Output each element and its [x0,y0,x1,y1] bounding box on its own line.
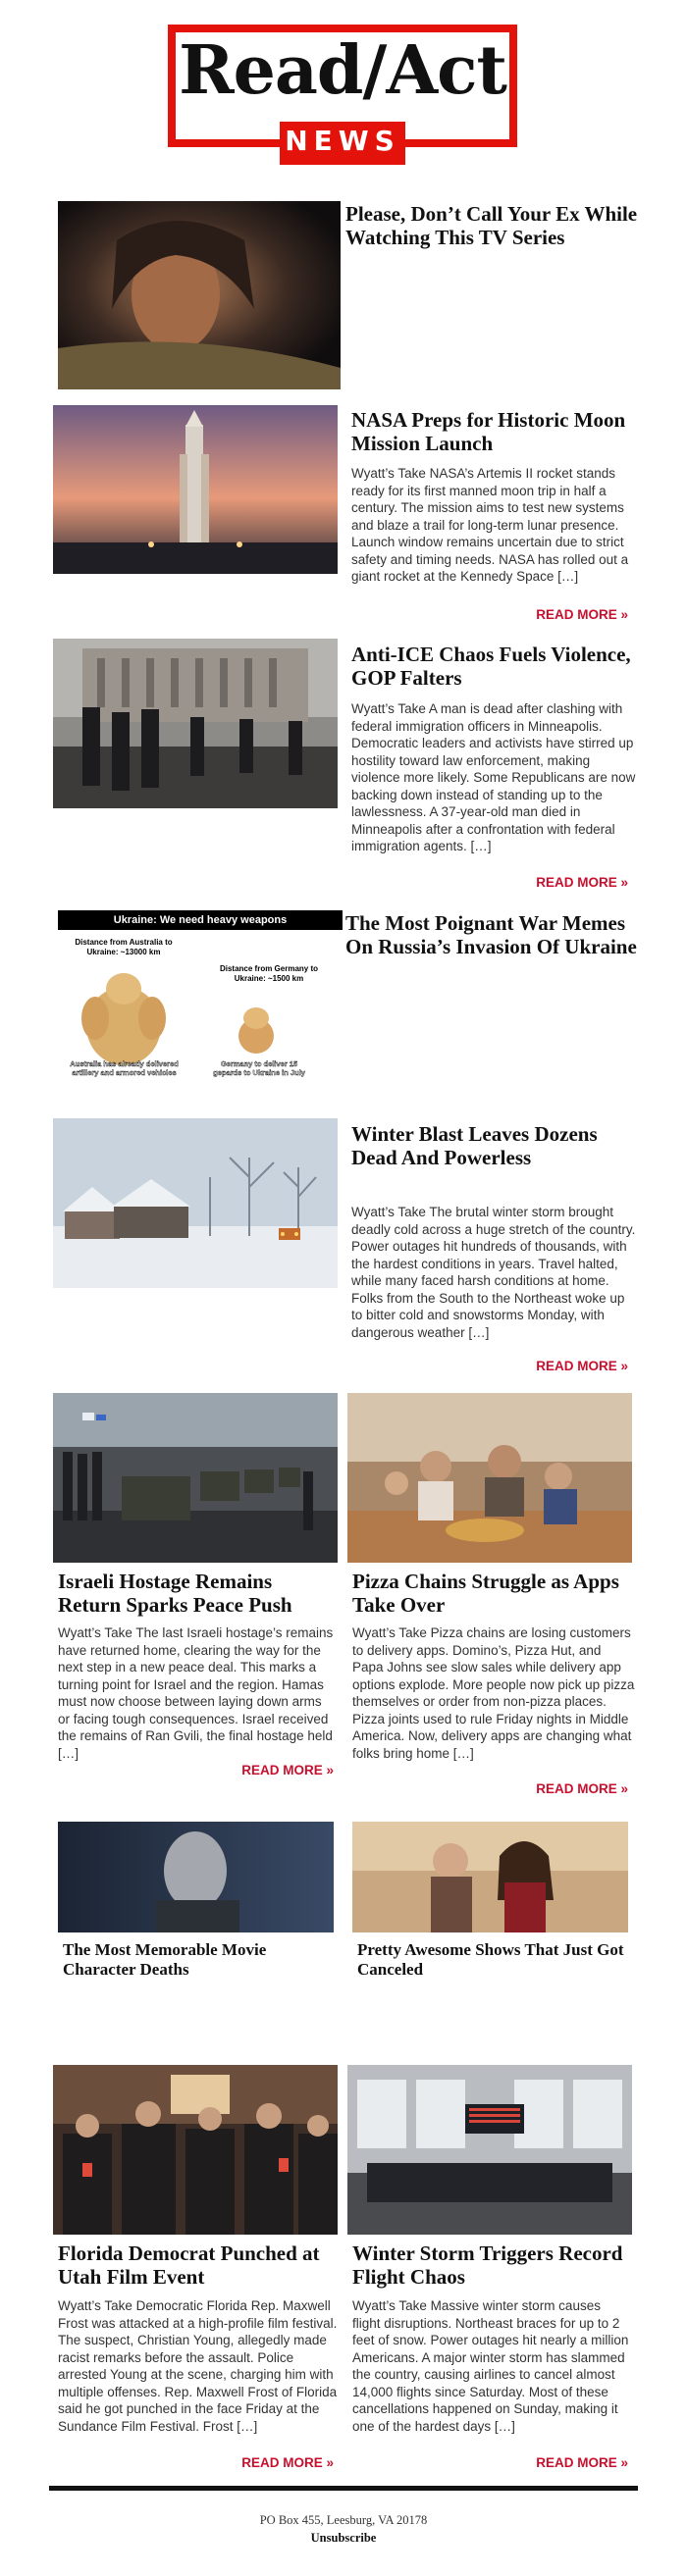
article-image-nasa-rocket[interactable] [53,405,338,574]
article-image-canceled-shows[interactable] [352,1822,628,1932]
article-excerpt: Wyatt’s Take The brutal winter storm brought deadly cold across a huge stretch of the country. Power outages hit hundreds of thousands, with the hardest conditions in years. Travel halted, while many faced harsh conditions at home. Folks from the South to the Northeast woke up to bitter cold and snowstorms Monday, with dangerous weather […] [351,1205,636,1340]
article-title[interactable]: Anti-ICE Chaos Fuels Violence, GOP Falters [351,643,631,690]
read-more-link[interactable]: READ MORE » [536,1781,628,1796]
article-image-tv-series[interactable] [58,201,341,389]
unsubscribe-link[interactable]: Unsubscribe [310,2531,377,2545]
article-title[interactable]: NASA Preps for Historic Moon Mission Launch [351,408,626,455]
article-title[interactable]: Pizza Chains Struggle as Apps Take Over [352,1570,619,1617]
article-excerpt: Wyatt’s Take Pizza chains are losing customers to delivery apps. Domino’s, Pizza Hut, and Papa Johns see slow sales while delivery app options explode. More people now pick up pizza themselves or order from non-pizza places. Pizza joints used to rule Friday nights in Middle America. Now, delivery apps are changing what folks bring home […] [352,1625,635,1761]
article-title[interactable]: Israeli Hostage Remains Return Sparks Peace Push [58,1570,292,1617]
article-title[interactable]: Please, Don’t Call Your Ex While Watching This TV Series [345,202,638,249]
article-image-movie-character[interactable] [58,1822,334,1932]
article-image-military-convoy[interactable] [53,1393,338,1563]
article-image-protest[interactable] [53,639,338,808]
article-excerpt: Wyatt’s Take Democratic Florida Rep. Maxwell Frost was attacked at a high-profile film festival. The suspect, Christian Young, allegedly made racist remarks before the assault. Police arrested Young at the scene, charging him with multiple offenses. Rep. Maxwell Frost of Florida said he got punched in the face Friday at the Sundance Film Festival. Frost […] [58,2298,338,2434]
meme-right-caption: Germany to deliver 15 gepards to Ukraine in July [213,1059,305,1077]
article-excerpt: Wyatt’s Take A man is dead after clashing with federal immigration officers in Minneapolis. Democratic leaders and activists have stirred up hostility toward law enforcement, making violence more likely. Some Republicans are now backing down instead of standing up to the lawlessness. A 37-year-old man died in Minneapolis after a confrontation with federal immigration agents. […] [351,701,636,853]
meme-right-label: Distance from Germany to Ukraine: ~1500 km [219,964,319,983]
read-more-link[interactable]: READ MORE » [536,607,628,622]
article-image-airport[interactable] [347,2065,632,2235]
article-title[interactable]: Winter Storm Triggers Record Flight Chaos [352,2241,623,2289]
footer-divider [49,2486,638,2491]
article-image-pizza-family[interactable] [347,1393,632,1563]
read-more-link[interactable]: READ MORE » [241,1763,334,1777]
article-image-film-event[interactable] [53,2065,338,2235]
meme-left-label: Distance from Australia to Ukraine: ~13000 km [75,938,173,956]
article-excerpt: Wyatt’s Take Massive winter storm causes flight disruptions. Northeast braces for up to 2 feet of snow. Power outages hit nearly a million Americans. A major winter storm has slammed the country, causing airlines to cancel almost 14,000 flights since Saturday. Most of these cancellations happened on Sunday, making it one of the hardest days […] [352,2298,629,2434]
article-title[interactable]: The Most Memorable Movie Character Deaths [63,1940,267,1979]
meme-header: Ukraine: We need heavy weapons [58,910,343,930]
meme-left-caption: Australia has already delivered artillery and armored vehicles [70,1059,179,1077]
logo-wordmark[interactable]: Read/Act [179,31,506,110]
article-title[interactable]: Florida Democrat Punched at Utah Film Event [58,2241,320,2289]
read-more-link[interactable]: READ MORE » [536,1359,628,1373]
article-title[interactable]: Pretty Awesome Shows That Just Got Canceled [357,1940,624,1979]
logo-news-label: NEWS [285,125,400,157]
article-image-war-meme[interactable] [58,910,343,1092]
article-excerpt: Wyatt’s Take NASA’s Artemis II rocket stands ready for its first manned moon trip in half a century. The mission aims to test new systems and blaze a trail for long-term lunar presence. Launch window remains uncertain due to strict safety and timing needs. NASA has rolled out a giant rocket at the Kennedy Space […] [351,466,629,584]
read-more-link[interactable]: READ MORE » [241,2455,334,2470]
read-more-link[interactable]: READ MORE » [536,875,628,890]
article-title[interactable]: The Most Poignant War Memes On Russia’s Invasion Of Ukraine [345,911,637,958]
article-image-winter-storm[interactable] [53,1118,338,1288]
article-title[interactable]: Winter Blast Leaves Dozens Dead And Powerless [351,1122,598,1169]
read-more-link[interactable]: READ MORE » [536,2455,628,2470]
article-excerpt: Wyatt’s Take The last Israeli hostage’s remains have returned home, clearing the way for the next step in a new peace deal. This marks a turning point for Israel and the region. Hamas must now choose between laying down arms or facing tough consequences. Israel received the remains of Ran Gvili, the final hostage held […] [58,1625,334,1761]
footer-address: PO Box 455, Leesburg, VA 20178 [259,2513,428,2527]
